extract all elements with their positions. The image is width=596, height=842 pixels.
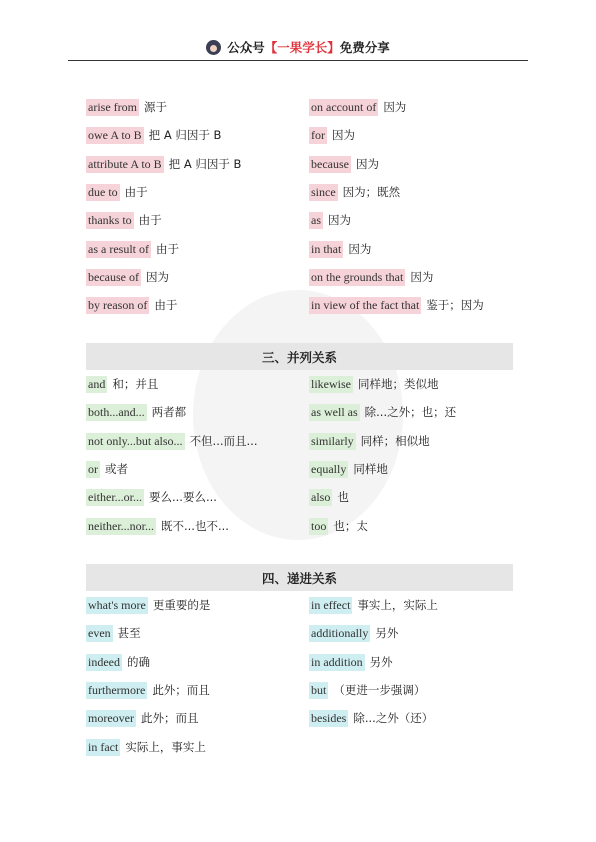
list-item: [86, 375, 158, 393]
term: in fact: [88, 739, 119, 754]
list-item: [309, 488, 349, 506]
term: on account of: [311, 99, 377, 114]
term: likewise: [311, 376, 351, 391]
meaning: 另外: [375, 626, 399, 640]
meaning: 另外: [369, 655, 393, 669]
list-item: [309, 183, 400, 201]
meaning: 除...之外；也；还: [364, 405, 457, 419]
page-header: [68, 34, 528, 61]
list-item: [86, 709, 198, 727]
header-suffix: 免费分享: [339, 40, 390, 55]
meaning: 要么...要么...: [149, 490, 217, 504]
list-item: [86, 183, 148, 201]
list-item: [86, 98, 167, 116]
term: neither...nor...: [88, 518, 154, 533]
meaning: 因为: [348, 242, 372, 256]
term: because of: [88, 269, 139, 284]
list-item: [86, 155, 241, 173]
term: what's more: [88, 597, 146, 612]
meaning: 源于: [143, 100, 167, 114]
header-bracket-open: 【: [264, 40, 278, 55]
list-item: [309, 296, 484, 314]
meaning: 因为: [328, 213, 351, 227]
meaning: 实际上，事实上: [125, 740, 206, 754]
term: since: [311, 184, 336, 199]
list-item: [309, 240, 371, 258]
term: or: [88, 461, 98, 476]
meaning: 由于: [155, 242, 179, 256]
term: arise from: [88, 99, 137, 114]
list-item: [309, 126, 355, 144]
list-item: [86, 432, 258, 450]
meaning: 除...之外（还）: [353, 711, 434, 725]
list-item: [309, 653, 393, 671]
meaning: 把 A 归因于 B: [148, 128, 222, 142]
term: attribute A to B: [88, 156, 162, 171]
list-item: [86, 681, 210, 699]
list-item: [86, 624, 141, 642]
term: in effect: [311, 597, 351, 612]
term: on the grounds that: [311, 269, 404, 284]
list-item: [86, 596, 210, 614]
list-item: [86, 738, 206, 756]
list-item: [309, 403, 456, 421]
term: furthermore: [88, 682, 146, 697]
meaning: 此外；而且: [140, 711, 199, 725]
term: but: [311, 682, 327, 697]
meaning: 或者: [105, 462, 128, 476]
list-item: [86, 240, 179, 258]
meaning: （更进一步强调）: [333, 683, 426, 697]
term: either...or...: [88, 489, 142, 504]
meaning: 因为；既然: [342, 185, 401, 199]
list-item: [86, 653, 150, 671]
meaning: 因为: [145, 270, 169, 284]
list-item: [309, 98, 406, 116]
header-prefix: 公众号: [227, 40, 265, 55]
term: as: [311, 212, 321, 227]
list-item: [86, 403, 186, 421]
meaning: 此外；而且: [152, 683, 210, 697]
list-item: [86, 211, 162, 229]
meaning: 因为: [355, 157, 379, 171]
meaning: 既不...也不...: [161, 519, 229, 533]
list-item: [309, 709, 433, 727]
header-bracket-close: 】: [327, 40, 340, 55]
meaning: 不但...而且...: [189, 434, 258, 448]
term: besides: [311, 710, 347, 725]
term: both...and...: [88, 404, 145, 419]
term: by reason of: [88, 297, 148, 312]
term: as well as: [311, 404, 358, 419]
list-item: [309, 211, 351, 229]
term: moreover: [88, 710, 134, 725]
meaning: 由于: [124, 185, 148, 199]
meaning: 甚至: [117, 626, 141, 640]
meaning: 和；并且: [112, 377, 159, 391]
list-item: [86, 296, 177, 314]
list-item: [86, 126, 221, 144]
list-item: [309, 268, 433, 286]
term: even: [88, 625, 111, 640]
meaning: 也；太: [333, 519, 368, 533]
meaning: 同样地；类似地: [358, 377, 439, 391]
meaning: 由于: [154, 298, 178, 312]
term: indeed: [88, 654, 120, 669]
term: and: [88, 376, 106, 391]
term: for: [311, 127, 325, 142]
list-item: [309, 432, 430, 450]
meaning: 更重要的是: [152, 598, 211, 612]
term: similarly: [311, 433, 354, 448]
list-item: [309, 517, 368, 535]
term: thanks to: [88, 212, 132, 227]
term: additionally: [311, 625, 369, 640]
section-title-progressive: 四、递进关系: [86, 564, 513, 591]
term: due to: [88, 184, 118, 199]
meaning: 同样地: [353, 462, 388, 476]
list-item: [309, 624, 398, 642]
meaning: 同样；相似地: [360, 434, 430, 448]
meaning: 鉴于；因为: [426, 298, 484, 312]
section-title-parallel: 三、并列关系: [86, 343, 513, 370]
term: also: [311, 489, 331, 504]
list-item: [309, 596, 438, 614]
list-item: [86, 460, 128, 478]
meaning: 因为: [410, 270, 434, 284]
list-item: [309, 375, 439, 393]
list-item: [86, 488, 217, 506]
meaning: 因为: [332, 128, 355, 142]
term: owe A to B: [88, 127, 142, 142]
term: because: [311, 156, 349, 171]
meaning: 由于: [138, 213, 162, 227]
list-item: [309, 155, 379, 173]
meaning: 也: [337, 490, 349, 504]
list-item: [309, 681, 425, 699]
list-item: [309, 460, 388, 478]
meaning: 因为: [383, 100, 407, 114]
term: too: [311, 518, 327, 533]
term: equally: [311, 461, 347, 476]
term: in view of the fact that: [311, 297, 420, 312]
term: in that: [311, 241, 342, 256]
header-brand-name: 一果学长: [277, 40, 328, 55]
meaning: 的确: [127, 655, 150, 669]
term: as a result of: [88, 241, 149, 256]
meaning: 把 A 归因于 B: [168, 157, 242, 171]
term: in addition: [311, 654, 363, 669]
avatar-icon: [206, 40, 221, 55]
term: not only...but also...: [88, 433, 183, 448]
list-item: [86, 268, 169, 286]
meaning: 两者都: [151, 405, 187, 419]
meaning: 事实上，实际上: [357, 598, 438, 612]
list-item: [86, 517, 229, 535]
